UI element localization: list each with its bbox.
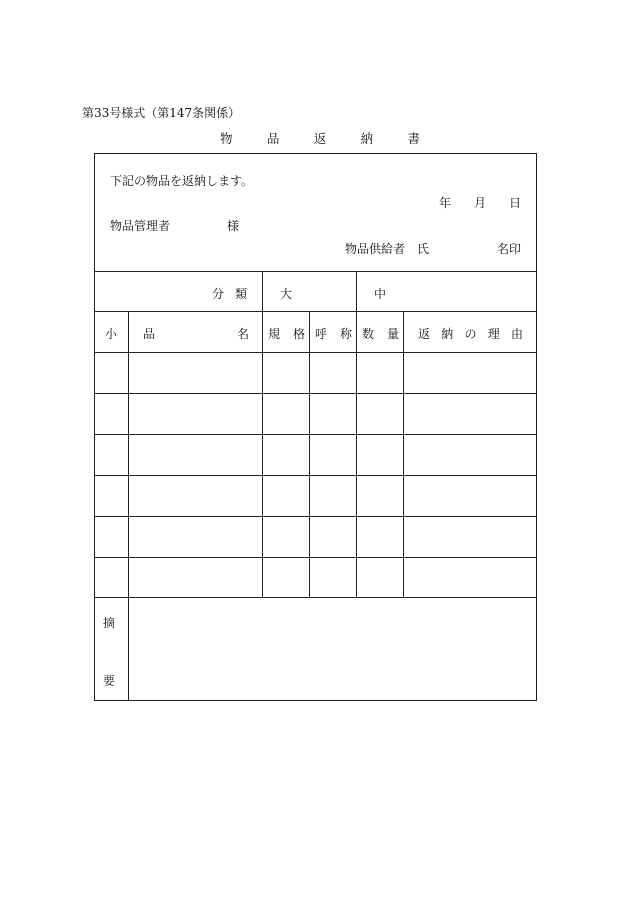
title-char: 品 [266, 131, 280, 146]
major-class-label: 大 [280, 287, 293, 301]
divider [356, 271, 357, 311]
form-title [220, 129, 420, 147]
table-row-divider [95, 434, 536, 435]
date-month-label: 月 [473, 196, 486, 210]
table-row-divider [95, 393, 536, 394]
table-row-divider [95, 475, 536, 476]
date-line [439, 194, 521, 211]
divider [262, 311, 263, 597]
col-called-header: 呼 称 [315, 327, 352, 341]
notice-text: 下記の物品を返納します。 [110, 174, 254, 188]
divider [262, 271, 263, 311]
date-day-label: 日 [508, 196, 521, 210]
col-spec-header: 規 格 [268, 327, 305, 341]
form-frame [94, 153, 537, 701]
remarks-label-top: 摘 [103, 616, 116, 630]
divider [309, 311, 310, 597]
header-section [95, 154, 536, 272]
divider [356, 311, 357, 597]
middle-class-label: 中 [374, 287, 387, 301]
date-year-label: 年 [439, 196, 452, 210]
table-row-divider [95, 516, 536, 517]
form-number: 第33号様式（第147条関係） [82, 106, 241, 120]
table-row-divider [95, 557, 536, 558]
col-item-name-header: 品 名 [143, 327, 249, 341]
supplier-label: 物品供給者 氏 [345, 242, 430, 256]
honorific-label: 様 [227, 219, 240, 233]
title-char: 物 [220, 131, 233, 146]
remarks-field[interactable] [129, 598, 536, 700]
col-reason-header: 返 納 の 理 由 [418, 327, 523, 341]
divider [95, 352, 536, 353]
col-quantity-header: 数 量 [362, 327, 399, 341]
classification-label: 分 類 [212, 287, 247, 301]
divider [403, 311, 404, 597]
title-char: 返 [313, 131, 327, 146]
divider [95, 311, 536, 312]
col-small-header: 小 [105, 327, 118, 341]
manager-label: 物品管理者 [110, 219, 171, 233]
remarks-label-bottom: 要 [103, 674, 116, 688]
title-char: 書 [407, 131, 420, 146]
title-char: 納 [360, 131, 374, 146]
seal-label: 名印 [497, 242, 522, 256]
